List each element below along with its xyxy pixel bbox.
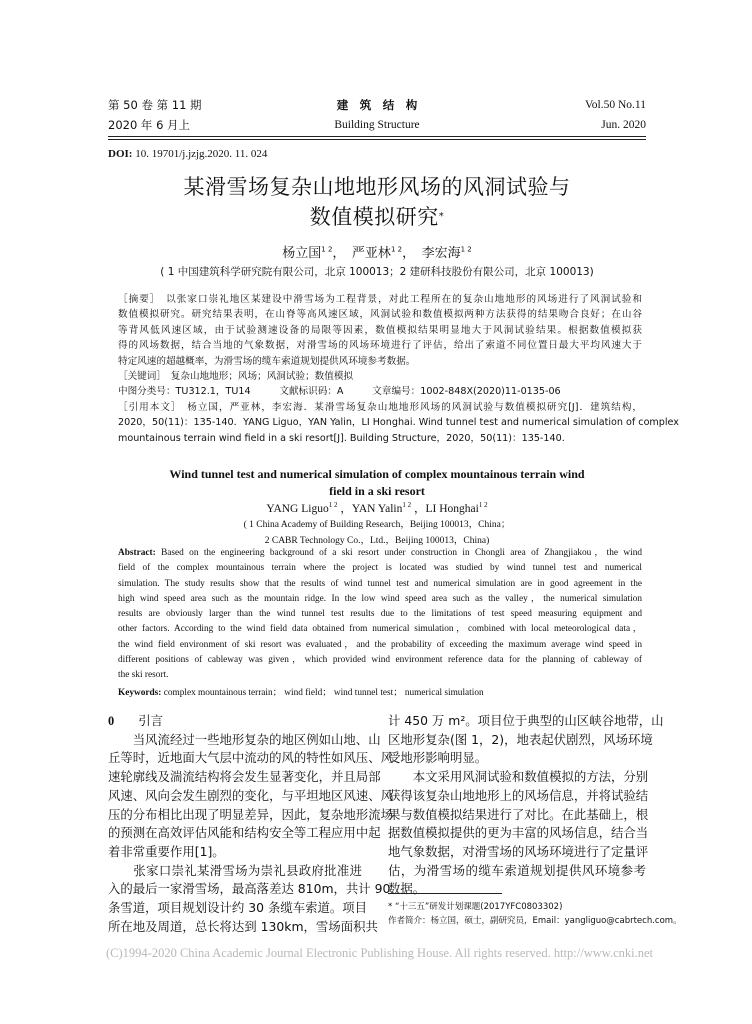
text-line: 等背风低风速区域，由于试验测速设备的局限等因素，数值模拟结果明显地大于风洞试验结果。根据数值模拟获 [118,324,642,336]
text-line: 入的最后一家滑雪场，最高落差达 810m，共计 90 [108,881,391,897]
authors-en: YANG Liguo$^{1 2}$ ，YAN Yalin$^{1 2}$ ，LI Honghai$^{1 2}$ [266,501,488,515]
volume-issue-en: Vol.50 No.11 [584,99,646,111]
author-affiliation: 1 2 [402,501,412,510]
footnote-funding: * “十三五”研发计划课题(2017YFC0803302) [388,902,563,912]
journal-name-cn: 建 筑 结 构 [336,98,418,112]
text-line: 张家口崇礼某滑雪场为崇礼县政府批准进 [108,862,362,878]
section-heading [108,712,362,731]
abstract-label: Abstract: [118,548,156,558]
header-rule [108,139,646,140]
text-line: other factors. According to the wind field data obtained from numerical simulation，combined with local meteorological data， [118,624,642,635]
author-name: 杨立国 [282,246,322,261]
volume-issue-cn: 第 50 卷 第 11 期 [108,98,202,112]
text-line: 中图分类号：TU312.1，TU14 文献标识码：A 文章编号：1002-848X(2020)11-0135-06 [118,386,561,398]
affiliation-en-line: 2 CABR Technology Co.，Ltd.，Beijing 100013，China) [264,535,490,546]
text-line: 2020，50(11)：135-140．YANG Liguo，YAN Yalin，LI Honghai. Wind tunnel test and numerical simulation of complex [118,417,679,429]
abstract-text: Based on the engineering background of a ski resort under construction in Chongli area of Zhangjiakou，the wind [155,548,642,558]
page-title-cn [108,172,646,232]
text-line: 受地形影响明显。 [388,750,488,766]
text-line: 当风流经过一些地形复杂的地区例如山地、山 [108,731,381,747]
affiliation-en-line: ( 1 China Academy of Building Research，Beijing 100013，China； [243,520,511,530]
text-line [118,546,642,561]
text-line: high wind speed area such as the mountain ridge. In the low wind speed area such as the valley，the numerical simulation [118,593,642,604]
text-line: 压的分布相比出现了明显差异，因此，复杂地形流场 [108,806,393,822]
title-en-line-1: Wind tunnel test and numerical simulation of complex mountainous terrain wind [169,467,585,481]
text-line: mountainous terrain wind field in a ski resort[J]. Building Structure，2020，50(11)：135-140. [118,432,565,444]
author-name: YANG Liguo [266,503,329,515]
text-line: 数据。 [388,881,426,897]
author-affiliation: 1 2 [390,245,403,254]
text-line: different positions of cableway was given，which provided wind environment reference data for the planning of cableway of [118,655,642,666]
text-line: 数值模拟研究。研究结果表明，在山脊等高风速区域，风洞试验和数值模拟两种方法获得的结果吻合良好；在山谷 [118,309,642,321]
text-line: 丘等时，近地面大气层中流动的风的特性如风压、风 [108,750,393,766]
title-line-2 [108,202,646,232]
abstract-en-text [118,546,642,684]
date-cn: 2020 年 6 月上 [108,118,191,132]
page-title-en [108,466,646,500]
text-line: results are obviously larger than the wind tunnel test results due to the limitations of test speed measuring equipment and [118,609,642,620]
author-name: 李宏海 [421,246,461,261]
footnote-author-bio: 作者简介：杨立国，硕士，副研究员，Email：yangliguo@cabrtech.com。 [388,916,682,926]
text-line: 据数值模拟提供的更为丰富的风场信息，结合当 [388,825,649,841]
author-affiliation: 1 2 [321,245,333,254]
author [422,246,472,261]
text-line: 的预测在高效评估风能和结构安全等工程应用中起 [108,825,381,841]
date-en: Jun. 2020 [601,119,646,131]
author-affiliation: 1 2 [328,501,338,510]
author [282,246,332,261]
keywords-label: Keywords: [118,687,162,698]
authors-cn: 杨立国$^{1 2}$， 严亚林$^{1 2}$， 李宏海$^{1 2}$ [282,245,472,261]
text-line: 条雪道，项目规划设计约 30 条缆车索道。项目 [108,900,368,916]
text-line: 特定风速的超越概率，为滑雪场的缆车索道规划提供风环境参考数据。 [118,355,416,367]
text-line: 估，为滑雪场的缆车索道规划提供风环境参考 [388,862,646,878]
abstract-en [118,546,642,701]
author [352,503,411,515]
abstract-cn [118,292,679,446]
text-line: the wind field environment of ski resort was evaluated，and the probability of exceeding the maximum average wind speed in [118,639,642,650]
keywords-value: complex mountainous terrain； wind field； wind tunnel test； numerical simulation [161,687,484,698]
text-line: ［摘要］ 以张家口崇礼地区某建设中滑雪场为工程背景，对此工程所在的复杂山地地形的风场进行了风洞试验和 [118,294,642,305]
section-title: 引言 [138,713,163,728]
text-line: simulation. The study results show that the results of wind tunnel test and numerical simulation are in good agreement in the [118,578,642,589]
body-left-column [108,712,393,936]
body-right-column [388,712,664,899]
text-line: 获得该复杂山地地形上的风场信息，并将试验结 [388,787,649,803]
author-name: YAN Yalin [351,503,403,515]
text-line: 所在地及周道，总长将达到 130km，雪场面积共 [108,918,378,934]
author-name: LI Honghai [425,503,479,515]
text-line: 风速、风向会发生剧烈的变化，与平坦地区风速、风 [108,787,393,803]
text-line: field of the complex mountainous terrain where the project is located was studied by wind tunnel test and numerical [118,563,642,574]
doi-value[interactable]: 10. 19701/j.jzjg.2020. 11. 024 [132,148,268,160]
title-line-1: 某滑雪场复杂山地地形风场的风洞试验与 [183,175,571,199]
author [425,503,487,515]
text-line: ［引用本文］ 杨立国，严亚林，李宏海．某滑雪场复杂山地地形风场的风洞试验与数值模拟研究[J]．建筑结构， [118,401,642,413]
author [352,246,402,261]
text-line: ［关键词］ 复杂山地地形；风场；风洞试验；数值模拟 [118,371,354,383]
text-line: 果与数值模拟结果进行了对比。在此基础上，根 [388,806,649,822]
footnote-rule [388,893,502,894]
text-line: the ski resort. [118,670,169,681]
watermark: (C)1994-2020 China Academic Journal Electronic Publishing House. All rights reserved. http://www.cnki.net [106,946,654,960]
title-en-line-2: field in a ski resort [329,484,425,498]
journal-name-en: Building Structure [334,119,420,131]
text-line: 得的风场数据，结合当地的气象数据，对滑雪场的风场环境进行了评估，给出了索道不同位置日最大平均风速大于 [118,340,642,352]
text-line: 计 450 万 m²。项目位于典型的山区峡谷地带，山 [388,713,664,728]
intro-text-left [108,731,393,937]
title-line-2-text: 数值模拟研究 [309,205,439,229]
text-line: 着非常重要作用[1]。 [108,843,225,859]
text-line: 速轮廓线及湍流结构将会发生显著变化，并且局部 [108,769,381,785]
text-line: 地气象数据，对滑雪场的风场环境进行了定量评 [388,843,649,859]
author [266,503,337,515]
intro-text-right [388,712,664,899]
doi [108,148,267,160]
author-affiliation: 1 2 [478,501,488,510]
author-affiliation: 1 2 [460,245,472,254]
affiliation-en [108,518,646,549]
keywords-en [118,686,642,701]
affiliation-cn: ( 1 中国建筑科学研究院有限公司，北京 100013；2 建研科技股份有限公司，北京 100013) [160,266,594,278]
doi-label: DOI: [108,148,133,160]
author-name: 严亚林 [351,246,391,261]
text-line: 区地形复杂(图 1，2)，地表起伏剧烈，风场环境 [388,731,653,747]
text-line: 本文采用风洞试验和数值模拟的方法，分别 [388,769,649,785]
header-rule [108,136,646,137]
section-number: 0 [108,714,115,728]
funding-mark: * [438,211,445,222]
